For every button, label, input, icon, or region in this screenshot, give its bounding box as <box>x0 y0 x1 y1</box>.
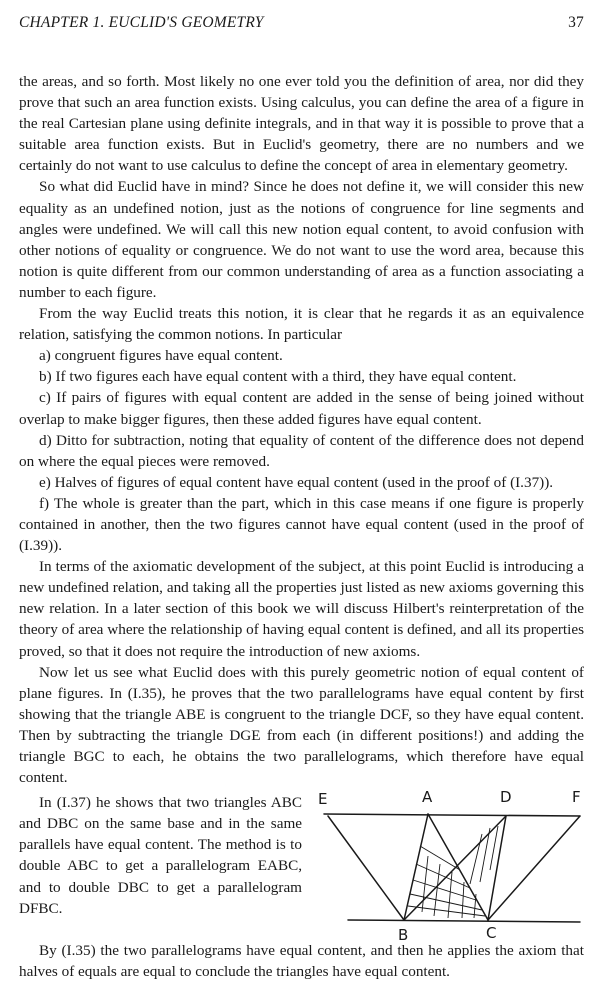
list-item-f: f) The whole is greater than the part, which in this case means if one figure is properly contained in another, then the two figures cannot have equal content (used in the proof of (I.39)). <box>19 494 584 555</box>
paragraph: Now let us see what Euclid does with this purely geometric notion of equal content of plane figures. In (I.35), he proves that the two parallelograms have equal content by first showing that the triangle ABE is congruent to the triangle DCF, so they have equal content. Then by subtracting the triangle DGE from each (in different positions!) and adding the triangle BGC to each, he obtains the two parallelograms, which therefore have equal content. <box>19 663 584 787</box>
top-parallel-line <box>324 814 580 816</box>
list-item-a: a) congruent figures have equal content. <box>39 347 283 365</box>
segment-AC <box>428 814 488 920</box>
figure-caption-paragraph: In (I.37) he shows that two triangles ABC and DBC on the same base and in the same parallels have equal content. The method is to double ABC to get a parallelogram EABC, and to double DBC to get a parallelogram DFBC. <box>19 794 302 917</box>
label-F: F <box>572 788 581 807</box>
page-number: 37 <box>568 14 584 31</box>
segment-EB <box>328 816 404 920</box>
paragraph: So what did Euclid have in mind? Since he does not define it, we will consider this new equality as an undefined notion, just as the notions of congruence for line segments and angles were undefined. We will call this new notion equal content, to avoid confusion with other notions of equality or congruence. We do not want to use the word area, because this notion is quite different from our common understanding of area as a function associating a number to each figure. <box>19 178 584 301</box>
paragraph: the areas, and so forth. Most likely no one ever told you the definition of area, nor did they prove that such an area function exists. Using calculus, you can define the area of a figure in the real Cartesian plane using definite integrals, and in that way it is possible to prove that a suitable area function exists. But in Euclid's geometry, there are no numbers and we certainly do not want to use calculus to define the concept of area in elementary geometry. <box>19 73 584 175</box>
list-item-e: e) Halves of figures of equal content have equal content (used in the proof of (I.37)). <box>39 473 554 491</box>
list-item-d: d) Ditto for subtraction, noting that equality of content of the difference does not depend on where the equal pieces were removed. <box>19 431 584 470</box>
segment-FC <box>488 816 580 920</box>
paragraph: In terms of the axiomatic development of the subject, at this point Euclid is introducing a new undefined relation, and taking all the properties just listed as new axioms governing this new relation. In a later section of this book we will discuss Hilbert's reinterpretation of the theory of area where the relationship of having equal content is defined, and all its properties proved, so that it does not require the introduction of new axioms. <box>19 558 584 660</box>
list-item-b: b) If two figures each have equal content with a third, they have equal content. <box>39 368 517 386</box>
paragraph: From the way Euclid treats this notion, it is clear that he regards it as an equivalence relation, satisfying the common notions. In particular <box>19 305 584 344</box>
running-header <box>19 14 584 34</box>
list-item-c: c) If pairs of figures with equal content are added in the sense of being joined without overlap to make bigger figures, then these added figures have equal content. <box>19 389 584 428</box>
paragraph: By (I.35) the two parallelograms have equal content, and then he applies the axiom that halves of equals are equal to conclude the triangles have equal content. <box>19 942 584 981</box>
parallelogram-diagram <box>310 786 588 942</box>
diagram-svg <box>310 786 588 942</box>
segment-AB <box>404 814 428 920</box>
label-E: E <box>318 790 328 809</box>
label-C: C <box>486 924 497 943</box>
label-B: B <box>398 926 409 943</box>
bottom-parallel-line <box>348 920 580 922</box>
body-text <box>19 71 584 982</box>
label-D: D <box>500 788 512 807</box>
chapter-title: CHAPTER 1. EUCLID'S GEOMETRY <box>19 14 264 31</box>
label-A: A <box>422 788 433 807</box>
figure-block <box>19 788 584 943</box>
